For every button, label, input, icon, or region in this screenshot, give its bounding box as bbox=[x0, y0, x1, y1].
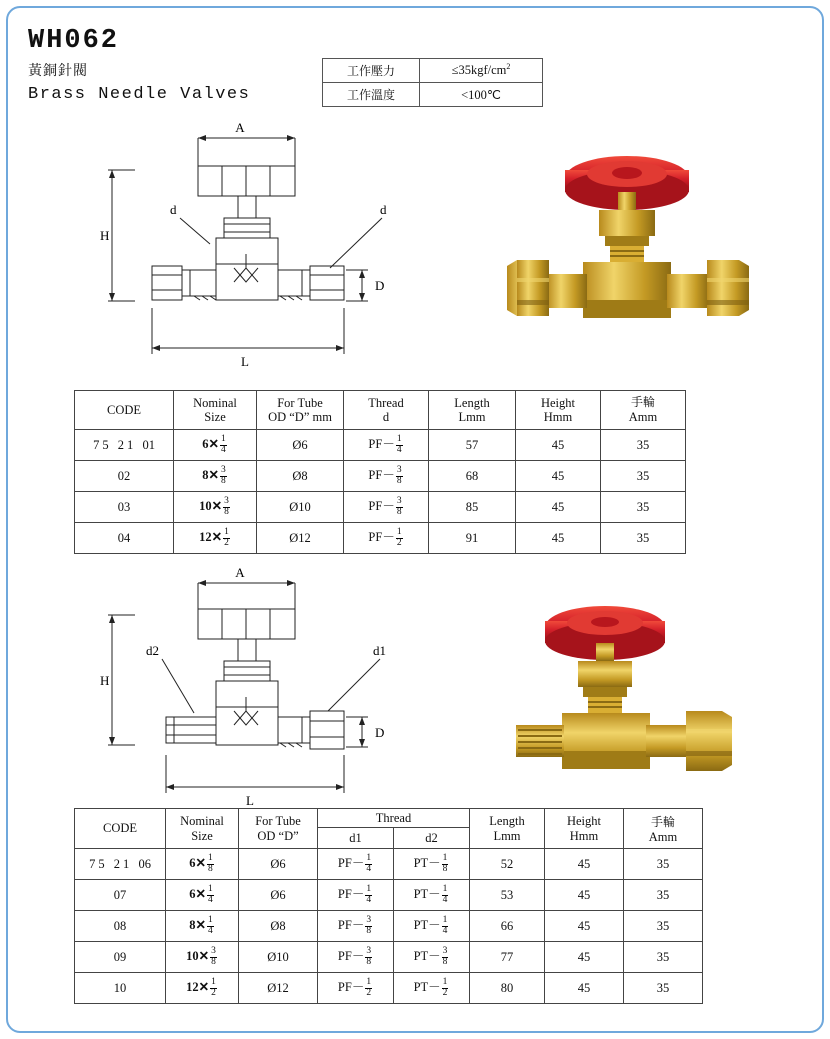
technical-drawing-2 bbox=[90, 565, 390, 815]
dim-label-H: H bbox=[100, 673, 110, 688]
th-code: CODE bbox=[75, 809, 166, 849]
cell-length: 80 bbox=[470, 973, 545, 1004]
dim-label-A: A bbox=[235, 120, 245, 135]
cell-code: 75 21 01 bbox=[75, 430, 174, 461]
cell-length: 85 bbox=[429, 492, 516, 523]
table-row bbox=[75, 911, 703, 942]
cell-thread: PF－ $\frac{1}{4}$ bbox=[344, 430, 429, 461]
table-row bbox=[75, 849, 703, 880]
table-row bbox=[75, 461, 686, 492]
cell-d1: PF－ $\frac{3}{8}$ bbox=[318, 942, 394, 973]
dim-label-D: D bbox=[375, 725, 385, 740]
cell-d1: PF－ $\frac{3}{8}$ bbox=[318, 911, 394, 942]
cell-nominal: 6✕ $\frac{1}{4}$ bbox=[166, 880, 239, 911]
cell-tube: Ø6 bbox=[257, 430, 344, 461]
product-photo-1-svg bbox=[455, 128, 795, 368]
cell-code: 04 bbox=[75, 523, 174, 554]
cell-handle: 35 bbox=[601, 461, 686, 492]
cell-code: 07 bbox=[75, 880, 166, 911]
table-row bbox=[75, 492, 686, 523]
cell-height: 45 bbox=[516, 430, 601, 461]
spec-table-1 bbox=[74, 390, 686, 554]
cell-length: 66 bbox=[470, 911, 545, 942]
th-height: Height Hmm bbox=[545, 809, 624, 849]
cell-d1: PF－ $\frac{1}{2}$ bbox=[318, 973, 394, 1004]
spec-table-2 bbox=[74, 808, 703, 1004]
cell-d2: PT－ $\frac{1}{2}$ bbox=[394, 973, 470, 1004]
th-thread: Thread bbox=[318, 809, 470, 828]
dim-label-H: H bbox=[100, 228, 110, 243]
th-nominal: Nominal Size bbox=[174, 391, 257, 430]
spec-row-pressure bbox=[323, 59, 543, 83]
th-length: Length Lmm bbox=[429, 391, 516, 430]
specification-table bbox=[322, 58, 543, 107]
cell-tube: Ø8 bbox=[257, 461, 344, 492]
cell-length: 53 bbox=[470, 880, 545, 911]
cell-handle: 35 bbox=[624, 942, 703, 973]
th-length: Length Lmm bbox=[470, 809, 545, 849]
dim-label-L: L bbox=[246, 793, 254, 808]
cell-d1: PF－ $\frac{1}{4}$ bbox=[318, 880, 394, 911]
cell-handle: 35 bbox=[624, 911, 703, 942]
th-d2: d2 bbox=[394, 828, 470, 849]
cell-length: 52 bbox=[470, 849, 545, 880]
cell-handle: 35 bbox=[601, 492, 686, 523]
cell-nominal: 6✕ $\frac{1}{8}$ bbox=[166, 849, 239, 880]
dim-label-L: L bbox=[241, 354, 249, 369]
dim-label-A: A bbox=[235, 565, 245, 580]
product-name-en: Brass Needle Valves bbox=[28, 85, 251, 104]
table-row bbox=[75, 523, 686, 554]
cell-code: 08 bbox=[75, 911, 166, 942]
cell-thread: PF－ $\frac{1}{2}$ bbox=[344, 523, 429, 554]
cell-d2: PT－ $\frac{3}{8}$ bbox=[394, 942, 470, 973]
cell-tube: Ø6 bbox=[239, 849, 318, 880]
technical-drawing-2-svg bbox=[90, 565, 390, 810]
cell-nominal: 10✕ $\frac{3}{8}$ bbox=[174, 492, 257, 523]
table-row bbox=[75, 973, 703, 1004]
title-block bbox=[28, 26, 250, 104]
th-handle: 手輪 Amm bbox=[624, 809, 703, 849]
spec-label-temperature: 工作溫度 bbox=[323, 83, 420, 107]
cell-height: 45 bbox=[516, 523, 601, 554]
product-photo-1 bbox=[455, 128, 795, 373]
cell-height: 45 bbox=[545, 942, 624, 973]
th-nominal: Nominal Size bbox=[166, 809, 239, 849]
product-photo-2-svg bbox=[470, 585, 800, 815]
cell-tube: Ø10 bbox=[239, 942, 318, 973]
spec-row-temperature bbox=[323, 83, 543, 107]
th-code: CODE bbox=[75, 391, 174, 430]
product-code: WH062 bbox=[28, 26, 120, 56]
cell-tube: Ø10 bbox=[257, 492, 344, 523]
dim-label-d-right: d bbox=[380, 202, 387, 217]
product-name-cn: 黃銅針閥 bbox=[28, 64, 88, 79]
cell-tube: Ø12 bbox=[239, 973, 318, 1004]
cell-tube: Ø12 bbox=[257, 523, 344, 554]
cell-d2: PT－ $\frac{1}{8}$ bbox=[394, 849, 470, 880]
cell-length: 68 bbox=[429, 461, 516, 492]
table1-header-row bbox=[75, 391, 686, 430]
dim-label-d1: d1 bbox=[373, 643, 386, 658]
table-row bbox=[75, 430, 686, 461]
dim-label-d2: d2 bbox=[146, 643, 159, 658]
cell-d1: PF－ $\frac{1}{4}$ bbox=[318, 849, 394, 880]
dim-label-d-left: d bbox=[170, 202, 177, 217]
cell-nominal: 10✕ $\frac{3}{8}$ bbox=[166, 942, 239, 973]
th-height: Height Hmm bbox=[516, 391, 601, 430]
cell-height: 45 bbox=[516, 461, 601, 492]
cell-length: 91 bbox=[429, 523, 516, 554]
product-photo-2 bbox=[470, 585, 800, 820]
cell-handle: 35 bbox=[601, 523, 686, 554]
cell-code: 75 21 06 bbox=[75, 849, 166, 880]
th-tube: For Tube OD “D” bbox=[239, 809, 318, 849]
cell-handle: 35 bbox=[624, 880, 703, 911]
cell-nominal: 12✕ $\frac{1}{2}$ bbox=[166, 973, 239, 1004]
cell-code: 03 bbox=[75, 492, 174, 523]
cell-tube: Ø8 bbox=[239, 911, 318, 942]
cell-length: 77 bbox=[470, 942, 545, 973]
cell-handle: 35 bbox=[624, 973, 703, 1004]
cell-d2: PT－ $\frac{1}{4}$ bbox=[394, 911, 470, 942]
cell-nominal: 12✕ $\frac{1}{2}$ bbox=[174, 523, 257, 554]
cell-thread: PF－ $\frac{3}{8}$ bbox=[344, 492, 429, 523]
spec-value-pressure: $\le 35kgf/cm^2$ bbox=[420, 59, 543, 83]
cell-code: 10 bbox=[75, 973, 166, 1004]
cell-height: 45 bbox=[545, 880, 624, 911]
th-handle: 手輪 Amm bbox=[601, 391, 686, 430]
th-thread: Thread d bbox=[344, 391, 429, 430]
table-row bbox=[75, 942, 703, 973]
cell-height: 45 bbox=[516, 492, 601, 523]
cell-code: 02 bbox=[75, 461, 174, 492]
cell-thread: PF－ $\frac{3}{8}$ bbox=[344, 461, 429, 492]
cell-d2: PT－ $\frac{1}{4}$ bbox=[394, 880, 470, 911]
cell-length: 57 bbox=[429, 430, 516, 461]
cell-nominal: 8✕ $\frac{1}{4}$ bbox=[166, 911, 239, 942]
spec-label-pressure: 工作壓力 bbox=[323, 59, 420, 83]
cell-nominal: 6✕ $\frac{1}{4}$ bbox=[174, 430, 257, 461]
cell-tube: Ø6 bbox=[239, 880, 318, 911]
cell-height: 45 bbox=[545, 849, 624, 880]
cell-code: 09 bbox=[75, 942, 166, 973]
cell-handle: 35 bbox=[601, 430, 686, 461]
technical-drawing-1-svg bbox=[90, 118, 390, 378]
th-d1: d1 bbox=[318, 828, 394, 849]
spec-value-temperature: <100℃ bbox=[420, 83, 543, 107]
cell-height: 45 bbox=[545, 911, 624, 942]
table-row bbox=[75, 880, 703, 911]
table2-header-row-1 bbox=[75, 809, 703, 828]
cell-nominal: 8✕ $\frac{3}{8}$ bbox=[174, 461, 257, 492]
th-tube: For Tube OD “D” mm bbox=[257, 391, 344, 430]
dim-label-D: D bbox=[375, 278, 385, 293]
cell-handle: 35 bbox=[624, 849, 703, 880]
cell-height: 45 bbox=[545, 973, 624, 1004]
technical-drawing-1 bbox=[90, 118, 390, 383]
